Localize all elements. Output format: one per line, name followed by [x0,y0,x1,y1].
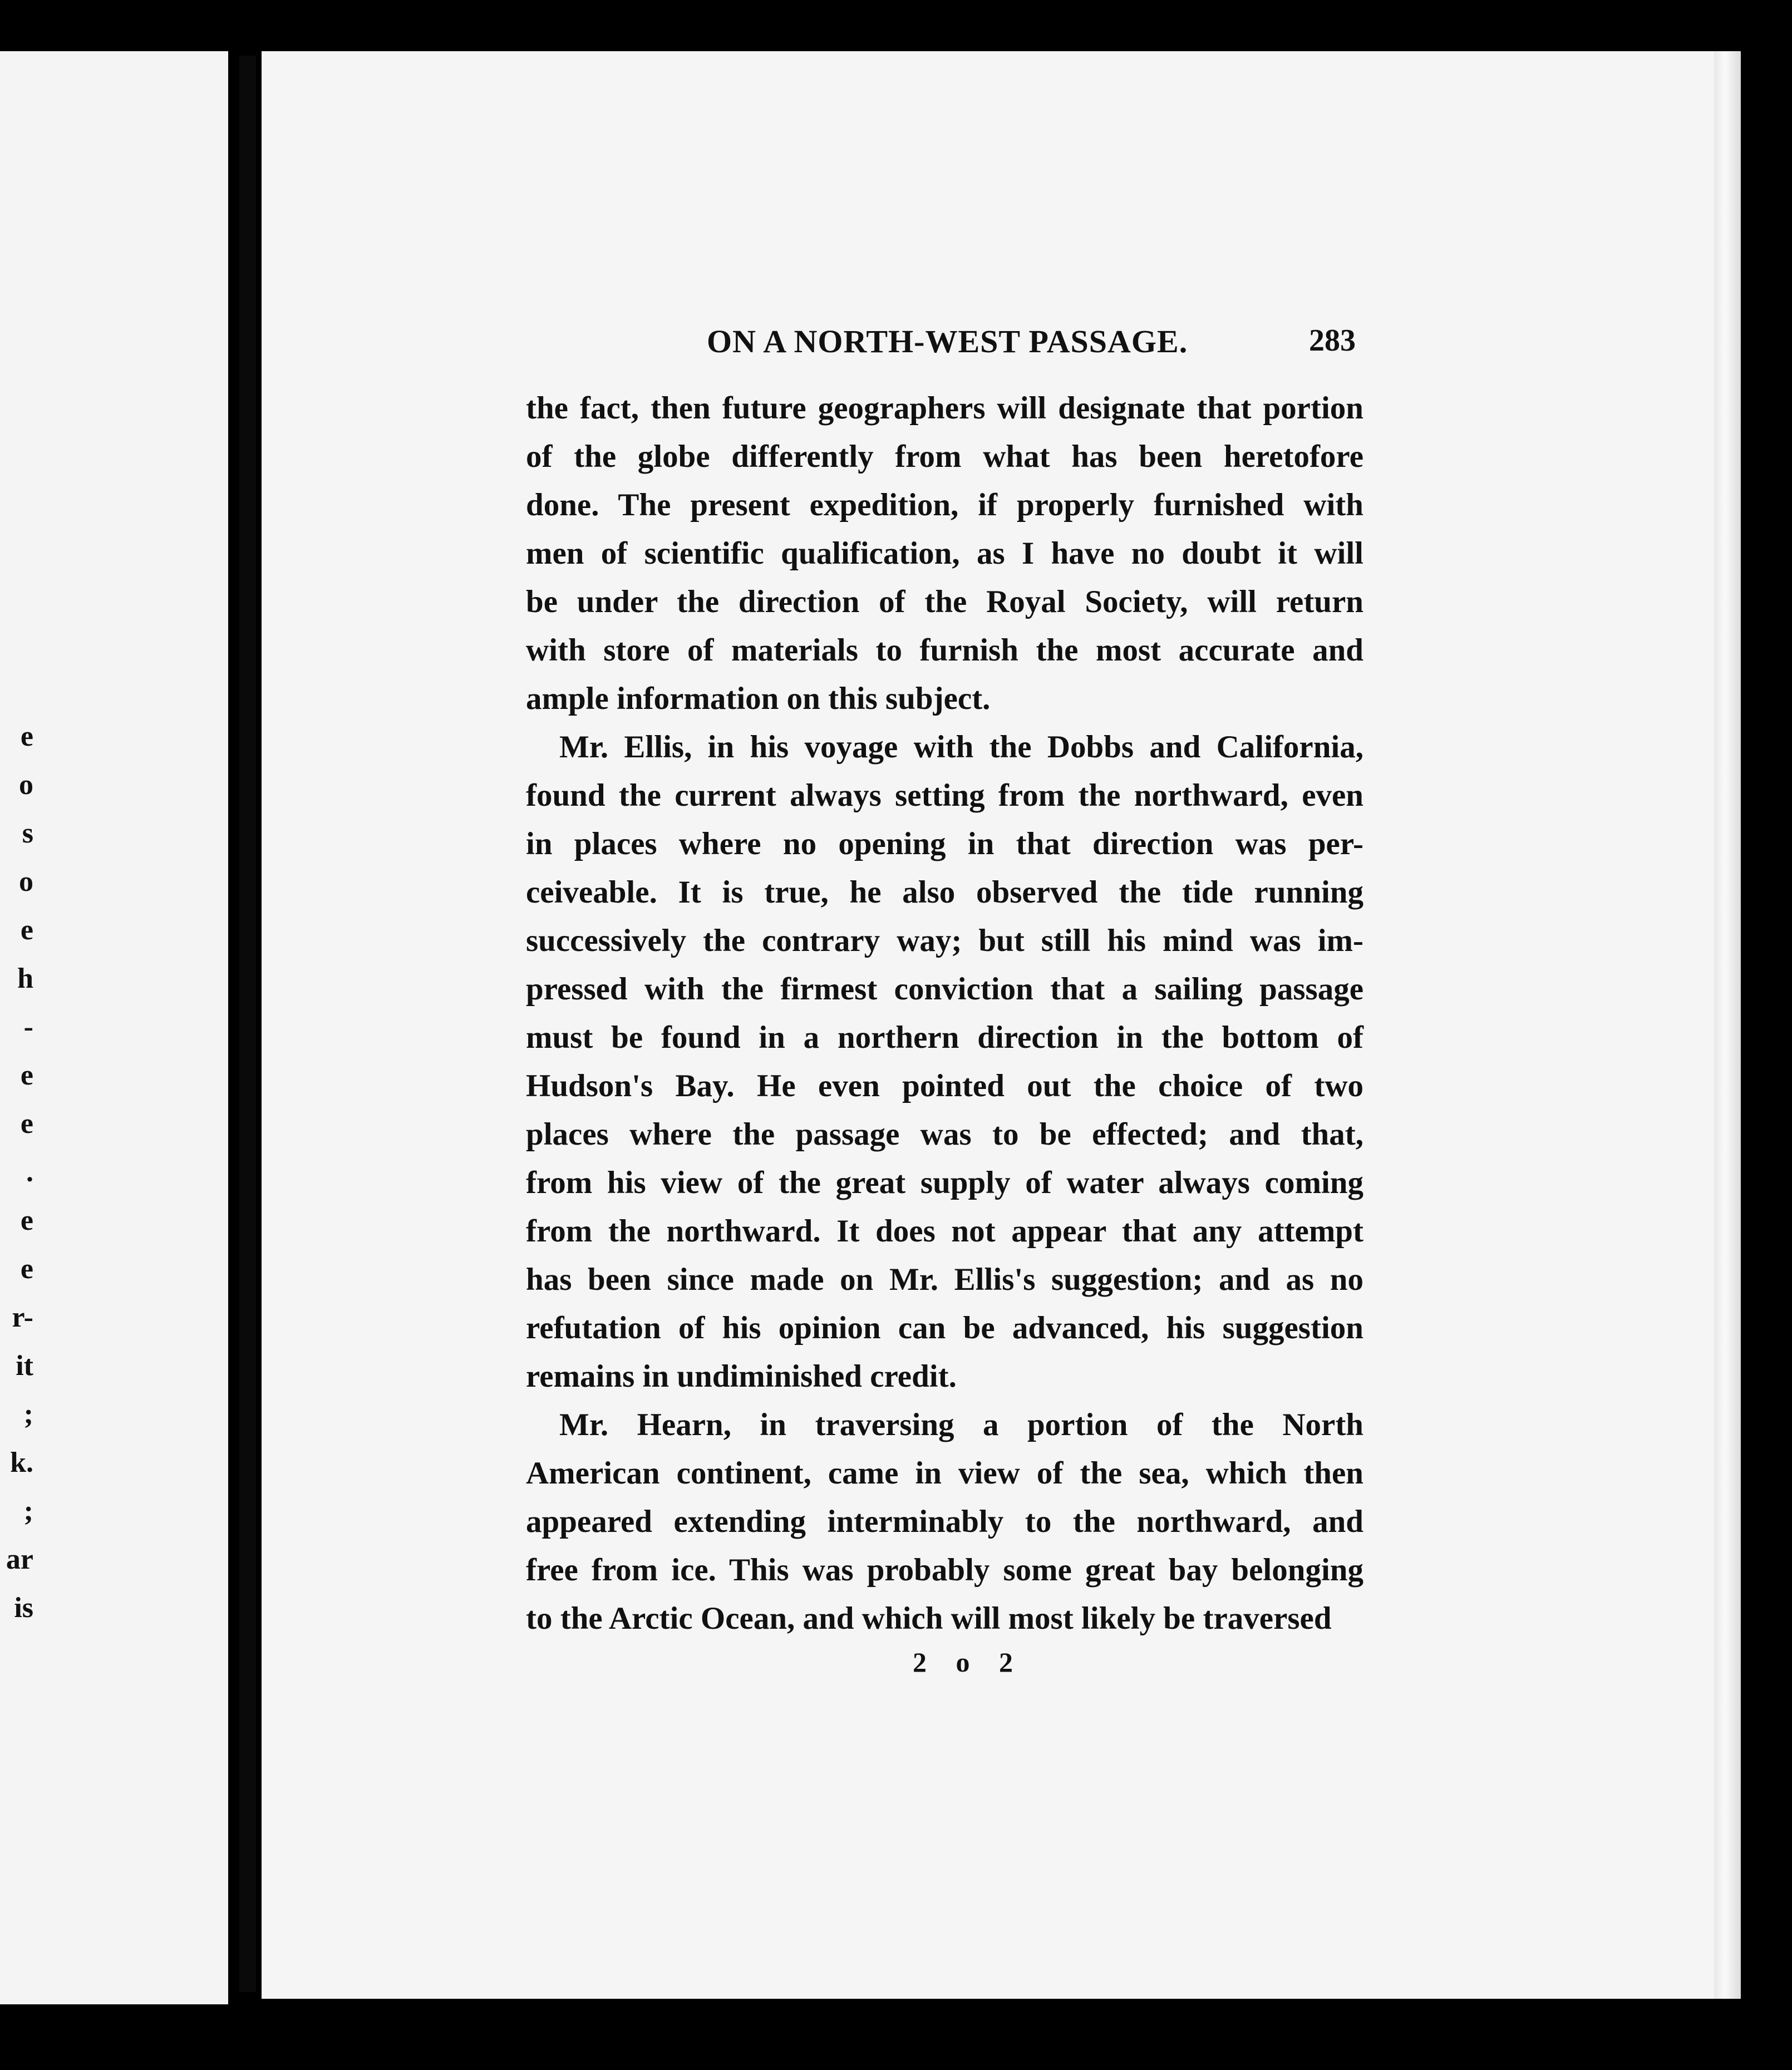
text-line: Mr. Ellis, in his voyage with the Dobbs and California, [559,730,1363,765]
left-page-fragments [0,712,33,1632]
text-line: from the northward. It does not appear that any attempt [526,1214,1363,1249]
left-fragment: ; [23,1495,33,1527]
left-fragment: h [17,963,33,994]
page-edge [1714,51,1741,1999]
left-fragment: r- [12,1302,33,1333]
text-line: refutation of his opinion can be advanced, his suggestion [526,1310,1363,1345]
page-number: 283 [1309,323,1356,358]
left-fragment: k. [10,1447,33,1478]
body-text [526,384,1363,1643]
text-line: done. The present expedition, if properly furnished with [526,487,1363,523]
left-fragment: ar [6,1544,33,1575]
left-fragment: e [20,914,33,946]
text-line: ample information on this subject. [526,681,991,716]
text-line: men of scientific qualification, as I have no doubt it will [526,536,1363,571]
left-fragment: . [26,1156,33,1188]
text-line: American continent, came in view of the sea, which then [526,1456,1363,1491]
text-line: to the Arctic Ocean, and which will most likely be traversed [526,1601,1332,1636]
running-head: ON A NORTH-WEST PASSAGE. [707,323,1188,359]
text-line: appeared extending interminably to the northward, and [526,1504,1363,1539]
text-line: places where the passage was to be effected; and that, [526,1117,1363,1152]
book-gutter [239,56,256,1992]
text-line: ceiveable. It is true, he also observed the tide running [526,875,1363,910]
text-line: pressed with the firmest conviction that a sailing passage [526,972,1363,1007]
left-fragment: ; [23,1398,33,1430]
left-fragment: e [20,1108,33,1140]
text-line: of the globe differently from what has been heretofore [526,439,1363,474]
text-line: Mr. Hearn, in traversing a portion of the North [559,1407,1363,1442]
text-line: has been since made on Mr. Ellis's suggestion; and as no [526,1262,1363,1297]
text-line: be under the direction of the Royal Society, will return [526,584,1363,619]
left-fragment: o [19,866,33,898]
left-page [0,51,228,2004]
left-fragment: s [22,817,33,849]
left-fragment: e [20,1253,33,1285]
left-fragment: e [20,1059,33,1091]
left-fragment: o [19,769,33,801]
text-line: free from ice. This was probably some great bay belonging [526,1552,1363,1588]
text-line: with store of materials to furnish the most accurate and [526,633,1363,668]
text-line: in places where no opening in that direction was per- [526,826,1363,861]
text-line: successively the contrary way; but still his mind was im- [526,923,1363,958]
text-line: must be found in a northern direction in the bottom of [526,1020,1363,1055]
text-line: the fact, then future geographers will designate that portion [526,391,1363,426]
left-fragment: e [20,721,33,752]
signature-mark: 2 o 2 [913,1647,1024,1678]
left-fragment: is [14,1592,33,1624]
left-fragment: - [23,1011,33,1043]
text-line: Hudson's Bay. He even pointed out the choice of two [526,1068,1363,1103]
text-line: remains in undiminished credit. [526,1359,957,1394]
left-fragment: it [16,1350,33,1382]
left-fragment: e [20,1205,33,1236]
text-line: found the current always setting from the northward, even [526,778,1363,813]
text-line: from his view of the great supply of water always coming [526,1165,1363,1200]
